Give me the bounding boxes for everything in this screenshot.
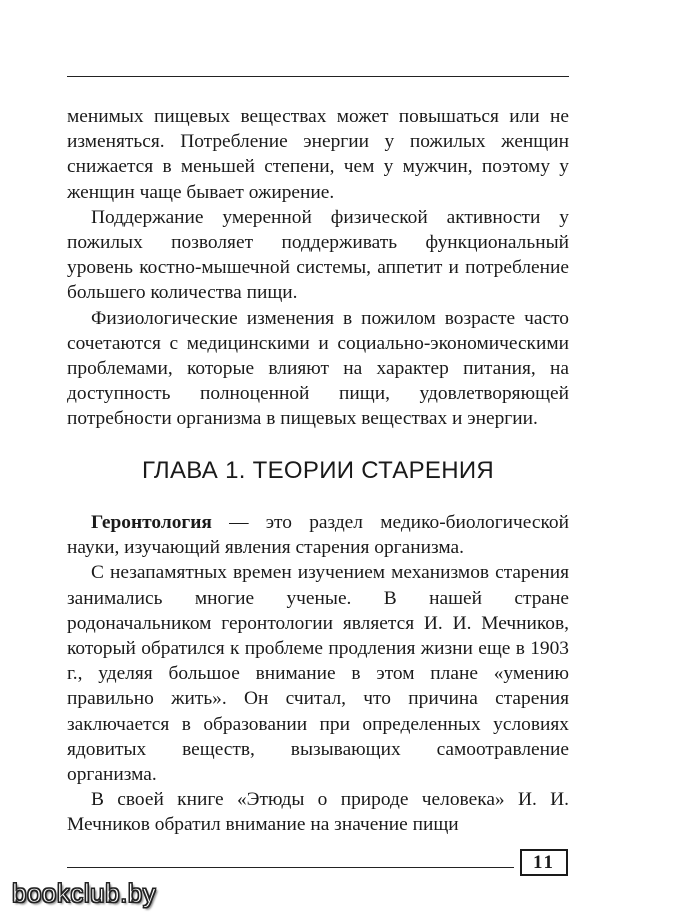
definition-text: — это раздел медико-биологической науки, изучающий явления старения организма. — [67, 512, 569, 559]
paragraph: Физиологические изменения в пожилом возрасте часто сочетаются с медицинскими и социально-экономическими проблемами, которые влияют на характер питания, на доступность полноценной пищи, удовлетворяющей потребности организма в пищевых веществах и энергии. — [67, 307, 569, 430]
paragraph: Поддержание умеренной физической активности у пожилых позволяет поддерживать функциональный уровень костно-мышечной системы, аппетит и потребление большего количества пищи. — [67, 206, 569, 304]
header-rule — [67, 76, 569, 77]
body-text-bottom — [67, 510, 569, 838]
page-number: 11 — [520, 849, 568, 876]
definition-term: Геронтология — [91, 512, 212, 533]
body-text-top — [67, 104, 569, 432]
paragraph: С незапамятных времен изучением механизмов старения занимались многие ученые. В нашей стране родоначальником геронтологии является И. И. Мечников, который обратился к проблеме продления жизни еще в 1903 г., уделяя большое внимание в этом плане «умению правильно жить». Он считал, что причина старения заключается в образовании при определенных условиях ядовитых веществ, вызывающих самоотравление организма. — [67, 562, 569, 786]
paragraph: менимых пищевых веществах может повышаться или не изменяться. Потребление энергии у пожилых женщин снижается в меньшей степени, чем у мужчин, поэтому у женщин чаще бывает ожирение. — [67, 106, 569, 203]
footer-rule — [67, 867, 514, 868]
definition-paragraph — [67, 510, 569, 560]
paragraph: В своей книге «Этюды о природе человека» И. И. Мечников обратил внимание на значение пищи — [67, 789, 569, 836]
chapter-heading: ГЛАВА 1. ТЕОРИИ СТАРЕНИЯ — [141, 457, 495, 484]
watermark-logo: bookclub.by — [12, 878, 157, 908]
